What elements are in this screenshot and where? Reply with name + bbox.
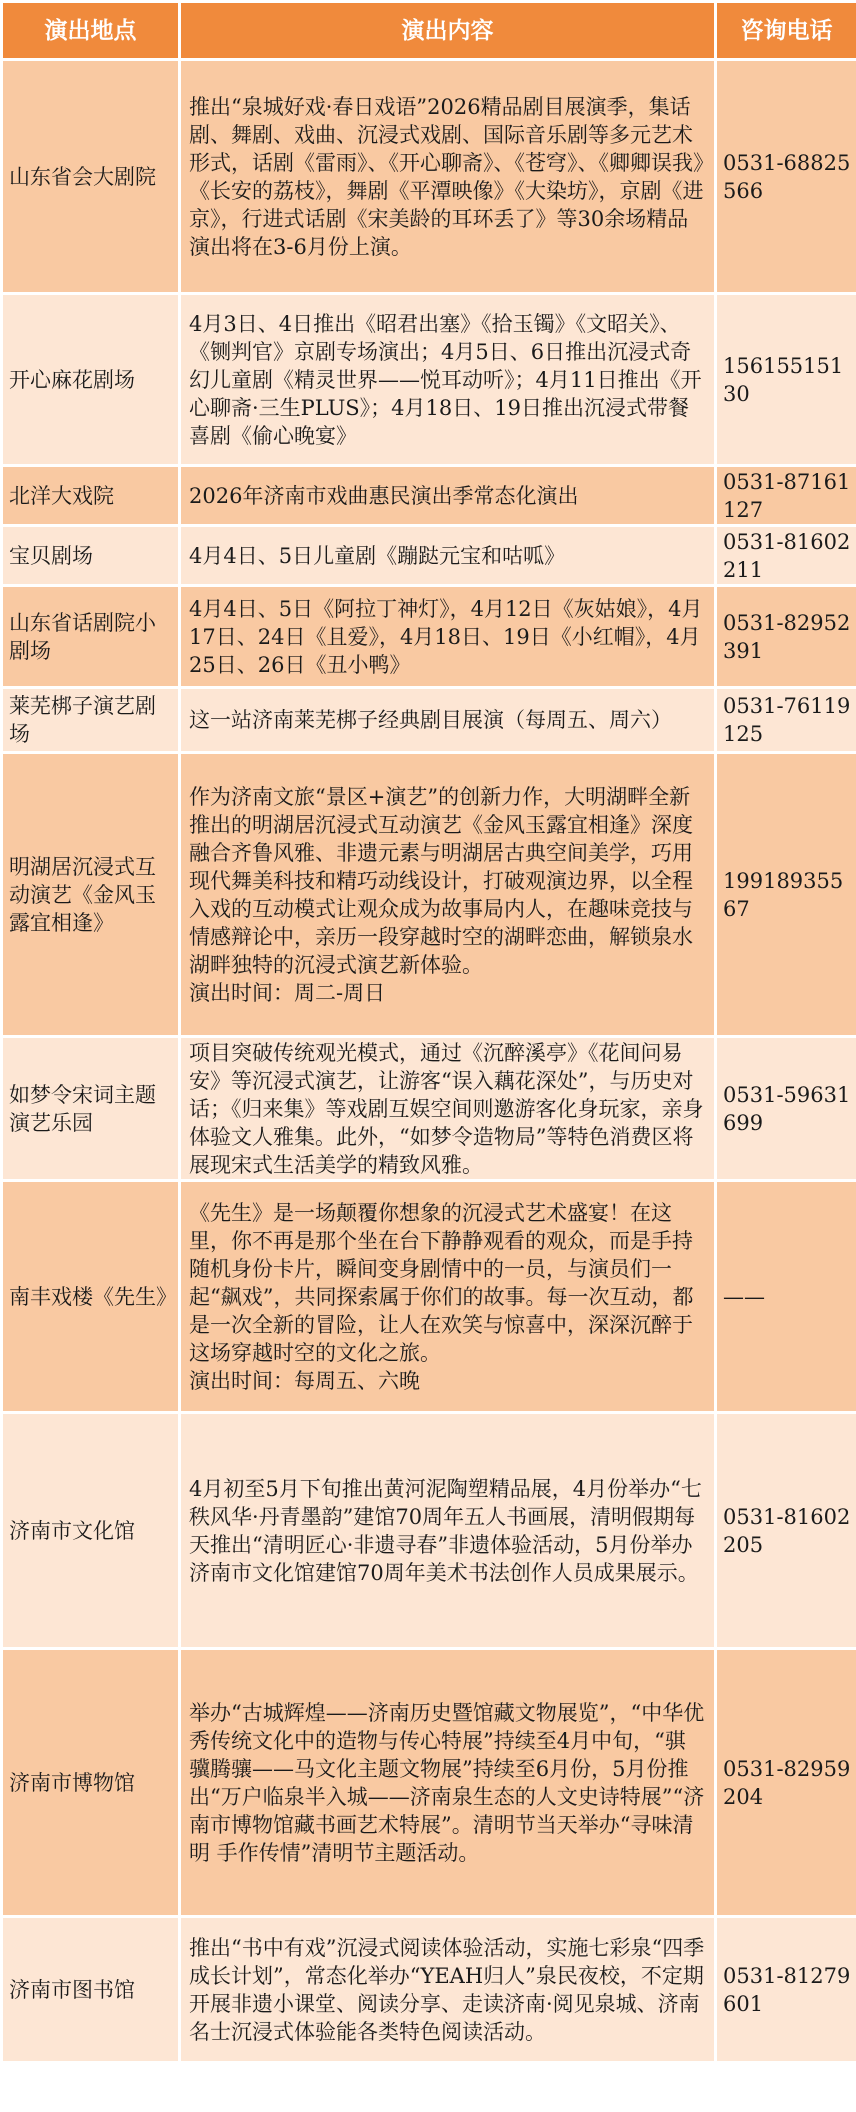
content-cell: [180, 753, 716, 1037]
venue-cell: 济南市图书馆: [2, 1917, 180, 2063]
table-row: [2, 466, 856, 526]
table-row: [2, 1181, 856, 1413]
table-row: [2, 1413, 856, 1649]
content-text: 《先生》是一场颠覆你想象的沉浸式艺术盛宴！在这里，你不再是那个坐在台下静静观看的观众，而是手持随机身份卡片，瞬间变身剧情中的一员，与演员们一起“飙戏”，共同探索属于你们的故事。每一次互动，都是一次全新的冒险，让人在欢笑与惊喜中，深深沉醉于这场穿越时空的文化之旅。: [189, 1200, 694, 1365]
show-time: 演出时间：周二-周日: [189, 980, 386, 1005]
content-cell: [180, 526, 716, 586]
venue-cell: 济南市博物馆: [2, 1649, 180, 1917]
venue-cell: 山东省会大剧院: [2, 60, 180, 294]
table-row: [2, 1649, 856, 1917]
content-text: 项目突破传统观光模式，通过《沉醉溪亭》《花间问易安》等沉浸式演艺，让游客“误入藕花深处”，与历史对话；《归来集》等戏剧互娱空间则邀游客化身玩家，亲身体验文人雅集。此外，“如梦令造物局”等特色消费区将展现宋式生活美学的精致风雅。: [189, 1040, 704, 1177]
content-cell: [180, 1181, 716, 1413]
content-text: 举办“古城辉煌——济南历史暨馆藏文物展览”，“中华优秀传统文化中的造物与传心特展”持续至4月中旬，“骐骥腾骧——马文化主题文物展”持续至6月份，5月份推出“万户临泉半入城——济南泉生态的人文史诗特展”“济南市博物馆藏书画艺术特展”。清明节当天举办“寻味清明 手作传情”清明节主题活动。: [189, 1700, 705, 1865]
content-cell: [180, 1649, 716, 1917]
phone-cell: 0531-59631699: [716, 1037, 856, 1181]
venue-cell: 济南市文化馆: [2, 1413, 180, 1649]
content-text: 推出“书中有戏”沉浸式阅读体验活动，实施七彩泉“四季成长计划”，常态化举办“YEAH归人”泉民夜校，不定期开展非遗小课堂、阅读分享、走读济南·阅见泉城、济南名士沉浸式体验能各类特色阅读活动。: [189, 1935, 705, 2044]
phone-cell: 0531-81279601: [716, 1917, 856, 2063]
venue-cell: 开心麻花剧场: [2, 294, 180, 466]
content-cell: [180, 688, 716, 753]
table-row: [2, 294, 856, 466]
phone-cell: 0531-82952391: [716, 586, 856, 688]
content-cell: [180, 1413, 716, 1649]
phone-cell: 0531-81602205: [716, 1413, 856, 1649]
table-row: [2, 1037, 856, 1181]
content-text: 4月4日、5日《阿拉丁神灯》，4月12日《灰姑娘》，4月17日、24日《且爱》，4月18日、19日《小红帽》，4月25日、26日《丑小鸭》: [189, 596, 703, 677]
content-text: 作为济南文旅“景区+演艺”的创新力作，大明湖畔全新推出的明湖居沉浸式互动演艺《金风玉露宜相逢》深度融合齐鲁风雅、非遗元素与明湖居古典空间美学，巧用现代舞美科技和精巧动线设计，打破观演边界，以全程入戏的互动模式让观众成为故事局内人，在趣味竞技与情感辩论中，亲历一段穿越时空的湖畔恋曲，解锁泉水湖畔独特的沉浸式演艺新体验。: [189, 784, 693, 977]
table-row: [2, 688, 856, 753]
content-text: 4月4日、5日儿童剧《蹦跶元宝和咕呱》: [189, 543, 566, 568]
venue-cell: 山东省话剧院小剧场: [2, 586, 180, 688]
phone-cell: 0531-76119125: [716, 688, 856, 753]
venue-cell: 宝贝剧场: [2, 526, 180, 586]
venue-cell: 北洋大戏院: [2, 466, 180, 526]
content-text: 2026年济南市戏曲惠民演出季常态化演出: [189, 483, 579, 508]
content-cell: [180, 586, 716, 688]
content-cell: [180, 1037, 716, 1181]
content-cell: [180, 294, 716, 466]
table-row: [2, 1917, 856, 2063]
content-cell: [180, 1917, 716, 2063]
content-cell: [180, 466, 716, 526]
phone-cell: 15615515130: [716, 294, 856, 466]
phone-cell: ——: [716, 1181, 856, 1413]
phone-cell: 0531-82959204: [716, 1649, 856, 1917]
content-text: 这一站济南莱芜梆子经典剧目展演（每周五、周六）: [189, 708, 672, 732]
content-text: 4月初至5月下旬推出黄河泥陶塑精品展，4月份举办“七秩风华·丹青墨韵”建馆70周年五人书画展，清明假期每天推出“清明匠心·非遗寻春”非遗体验活动，5月份举办济南市文化馆建馆70周年美术书法创作人员成果展示。: [189, 1476, 702, 1585]
table-header-row: [2, 2, 856, 60]
phone-cell: 0531-68825566: [716, 60, 856, 294]
venue-cell: 南丰戏楼《先生》: [2, 1181, 180, 1413]
table-row: [2, 60, 856, 294]
header-venue: 演出地点: [2, 2, 180, 60]
table-row: [2, 753, 856, 1037]
venue-cell: 莱芜梆子演艺剧场: [2, 688, 180, 753]
content-text: 推出“泉城好戏·春日戏语”2026精品剧目展演季，集话剧、舞剧、戏曲、沉浸式戏剧、国际音乐剧等多元艺术形式，话剧《雷雨》、《开心聊斋》、《苍穹》、《卿卿误我》《长安的荔枝》，舞剧《平潭映像》《大染坊》，京剧《进京》，行进式话剧《宋美龄的耳环丢了》等30余场精品演出将在3-6月份上演。: [189, 94, 704, 259]
table-row: [2, 526, 856, 586]
phone-cell: 19918935567: [716, 753, 856, 1037]
header-phone: 咨询电话: [716, 2, 856, 60]
venue-cell: 明湖居沉浸式互动演艺《金风玉露宜相逢》: [2, 753, 180, 1037]
table-row: [2, 586, 856, 688]
venue-cell: 如梦令宋词主题演艺乐园: [2, 1037, 180, 1181]
phone-cell: 0531-87161127: [716, 466, 856, 526]
show-time: 演出时间：每周五、六晚: [189, 1368, 420, 1393]
content-text: 4月3日、4日推出《昭君出塞》《拾玉镯》《文昭关》、《铡判官》京剧专场演出；4月5日、6日推出沉浸式奇幻儿童剧《精灵世界——悦耳动听》；4月11日推出《开心聊斋·三生PLUS》；4月18日、19日推出沉浸式带餐喜剧《偷心晚宴》: [189, 311, 702, 448]
header-content: 演出内容: [180, 2, 716, 60]
content-cell: [180, 60, 716, 294]
phone-cell: 0531-81602211: [716, 526, 856, 586]
